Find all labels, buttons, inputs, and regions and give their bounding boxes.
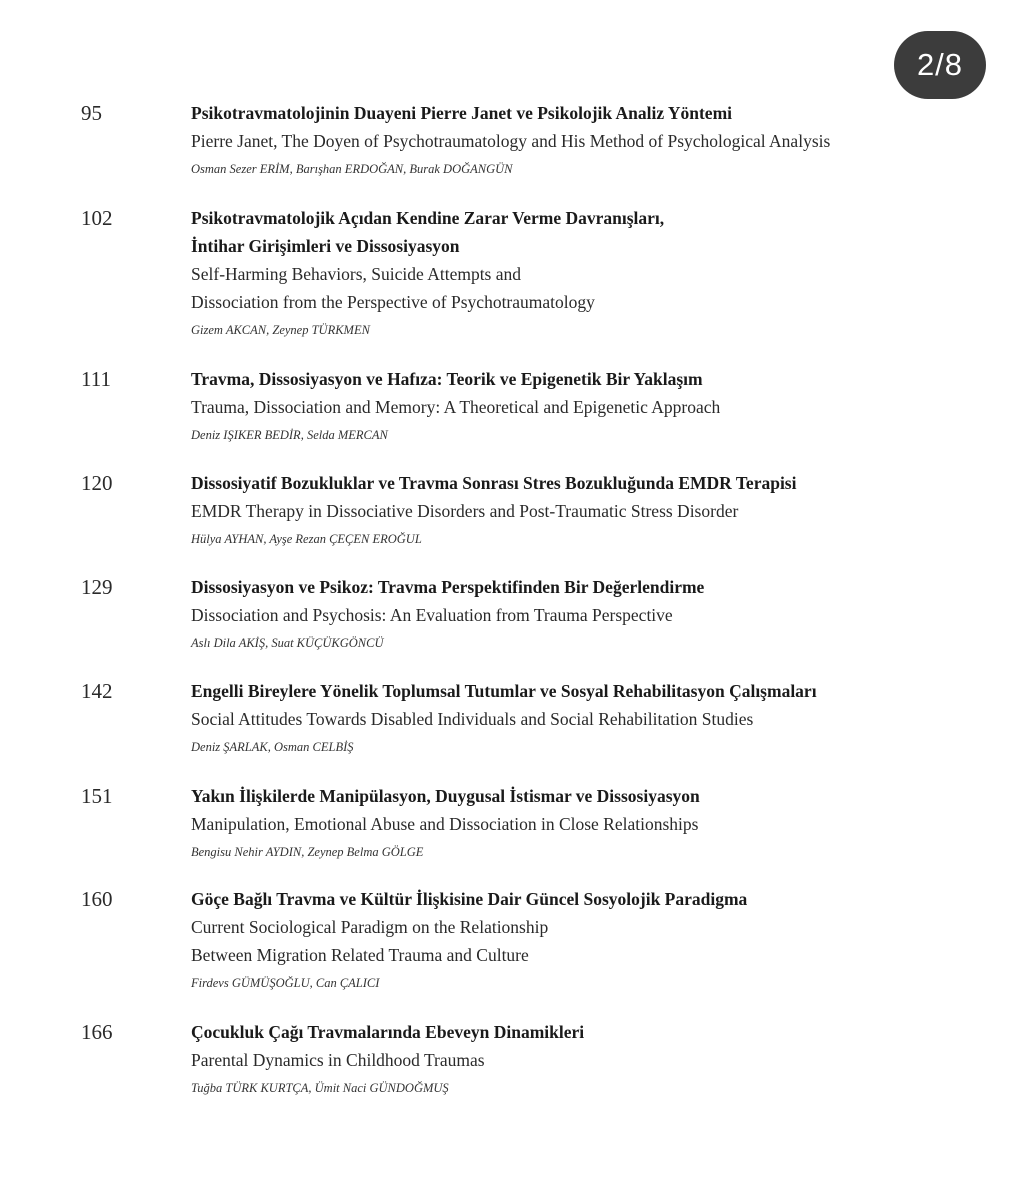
toc-entry-body <box>191 782 991 866</box>
page-number: 129 <box>81 575 113 599</box>
authors: Tuğba TÜRK KURTÇA, Ümit Naci GÜNDOĞMUŞ <box>191 1081 449 1095</box>
page-number: 120 <box>81 471 113 495</box>
english-title: Self-Harming Behaviors, Suicide Attempts and <box>191 264 522 284</box>
turkish-title: Dissosiyatif Bozukluklar ve Travma Sonrası Stres Bozukluğunda EMDR Terapisi <box>191 473 797 493</box>
authors: Hülya AYHAN, Ayşe Rezan ÇEÇEN EROĞUL <box>191 532 422 546</box>
english-title: Pierre Janet, The Doyen of Psychotraumatology and His Method of Psychological Analysis <box>191 131 831 151</box>
authors: Gizem AKCAN, Zeynep TÜRKMEN <box>191 323 370 337</box>
english-title: Manipulation, Emotional Abuse and Dissociation in Close Relationships <box>191 814 699 834</box>
authors: Deniz IŞIKER BEDİR, Selda MERCAN <box>191 428 388 442</box>
page-number: 95 <box>81 101 102 125</box>
toc-entry-body <box>191 1018 991 1102</box>
authors: Aslı Dila AKİŞ, Suat KÜÇÜKGÖNCÜ <box>191 636 384 650</box>
turkish-title: Travma, Dissosiyasyon ve Hafıza: Teorik ve Epigenetik Bir Yaklaşım <box>191 369 703 389</box>
english-title-line-2: Between Migration Related Trauma and Culture <box>191 945 529 965</box>
page-number: 160 <box>81 887 113 911</box>
authors: Firdevs GÜMÜŞOĞLU, Can ÇALICI <box>191 976 380 990</box>
toc-entry-body <box>191 573 991 657</box>
english-title: EMDR Therapy in Dissociative Disorders and Post-Traumatic Stress Disorder <box>191 501 739 521</box>
toc-entry-body <box>191 204 991 344</box>
english-title: Current Sociological Paradigm on the Relationship <box>191 917 549 937</box>
toc-entry-body <box>191 99 991 183</box>
page-number: 151 <box>81 784 113 808</box>
turkish-title: Engelli Bireylere Yönelik Toplumsal Tutumlar ve Sosyal Rehabilitasyon Çalışmaları <box>191 681 817 701</box>
page-counter-badge: 2/8 <box>894 31 986 99</box>
english-title: Social Attitudes Towards Disabled Individuals and Social Rehabilitation Studies <box>191 709 754 729</box>
turkish-title: Göçe Bağlı Travma ve Kültür İlişkisine Dair Güncel Sosyolojik Paradigma <box>191 889 748 909</box>
english-title: Parental Dynamics in Childhood Traumas <box>191 1050 485 1070</box>
turkish-title: Çocukluk Çağı Travmalarında Ebeveyn Dinamikleri <box>191 1022 585 1042</box>
page-number: 166 <box>81 1020 113 1044</box>
toc-entry-body <box>191 365 991 449</box>
turkish-title: Yakın İlişkilerde Manipülasyon, Duygusal İstismar ve Dissosiyasyon <box>191 786 700 806</box>
authors: Deniz ŞARLAK, Osman CELBİŞ <box>191 740 354 754</box>
turkish-title: Psikotravmatolojik Açıdan Kendine Zarar Verme Davranışları, <box>191 208 665 228</box>
page-number: 142 <box>81 679 113 703</box>
page-number: 111 <box>81 367 111 391</box>
toc-entry-body <box>191 885 991 997</box>
turkish-title: Dissosiyasyon ve Psikoz: Travma Perspektifinden Bir Değerlendirme <box>191 577 705 597</box>
turkish-title-line-2: İntihar Girişimleri ve Dissosiyasyon <box>191 236 460 256</box>
english-title-line-2: Dissociation from the Perspective of Psychotraumatology <box>191 292 595 312</box>
authors: Bengisu Nehir AYDIN, Zeynep Belma GÖLGE <box>191 845 424 859</box>
english-title: Trauma, Dissociation and Memory: A Theoretical and Epigenetic Approach <box>191 397 721 417</box>
authors: Osman Sezer ERİM, Barışhan ERDOĞAN, Burak DOĞANGÜN <box>191 162 513 176</box>
english-title: Dissociation and Psychosis: An Evaluation from Trauma Perspective <box>191 605 673 625</box>
toc-entry-body <box>191 469 991 553</box>
turkish-title: Psikotravmatolojinin Duayeni Pierre Janet ve Psikolojik Analiz Yöntemi <box>191 103 733 123</box>
toc-entry-body <box>191 677 991 761</box>
page-number: 102 <box>81 206 113 230</box>
